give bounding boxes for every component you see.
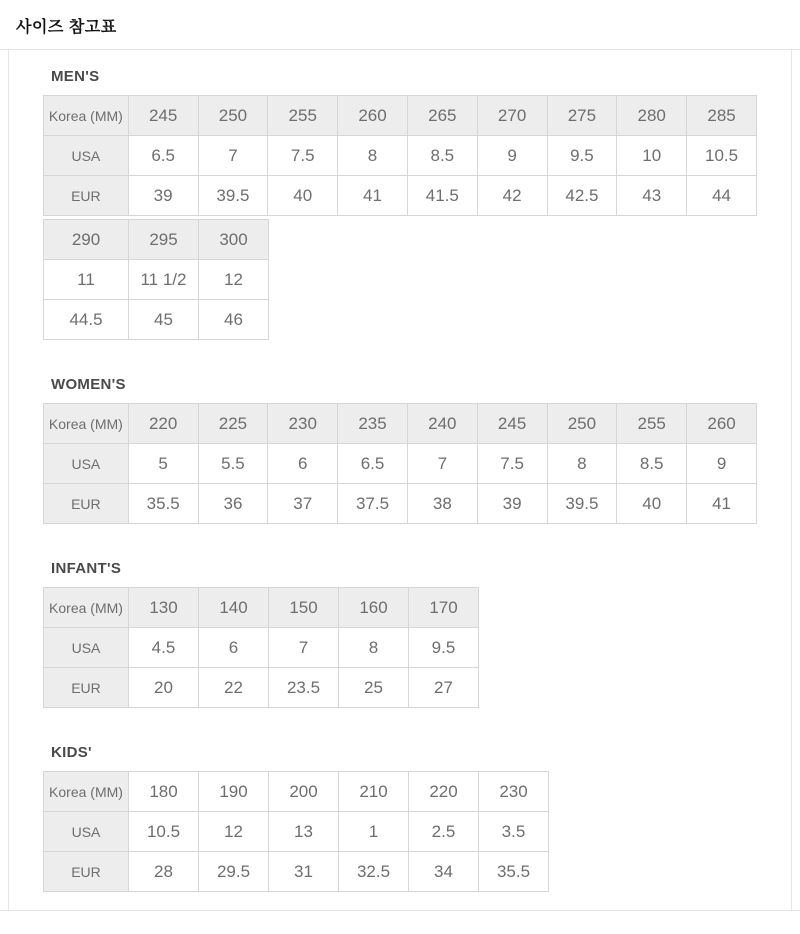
size-value-cell: 8.5	[407, 136, 477, 176]
size-column-header: 200	[269, 772, 339, 812]
eur-row-label: EUR	[44, 668, 129, 708]
size-value-cell: 36	[198, 484, 268, 524]
size-column-header: 230	[268, 404, 338, 444]
size-value-cell: 12	[199, 260, 269, 300]
size-value-cell: 20	[129, 668, 199, 708]
size-value-cell: 7.5	[268, 136, 338, 176]
size-column-header: 140	[199, 588, 269, 628]
size-column-header: 225	[198, 404, 268, 444]
size-column-header: 170	[409, 588, 479, 628]
size-column-header: 245	[128, 96, 198, 136]
korea-mm-label: Korea (MM)	[44, 96, 129, 136]
size-value-cell: 6	[268, 444, 338, 484]
size-value-cell: 34	[409, 852, 479, 892]
content-container	[8, 50, 792, 910]
kids-size-table-1	[43, 771, 549, 892]
size-column-header: 250	[547, 404, 617, 444]
size-value-cell: 9.5	[409, 628, 479, 668]
data-row	[44, 444, 757, 484]
size-value-cell: 39.5	[198, 176, 268, 216]
size-column-header: 255	[617, 404, 687, 444]
size-value-cell: 4.5	[129, 628, 199, 668]
size-value-cell: 35.5	[128, 484, 198, 524]
size-column-header: 210	[339, 772, 409, 812]
size-value-cell: 32.5	[339, 852, 409, 892]
size-value-cell: 5.5	[198, 444, 268, 484]
size-column-header: 190	[199, 772, 269, 812]
data-row	[44, 136, 757, 176]
size-value-cell: 38	[407, 484, 477, 524]
size-column-header: 150	[269, 588, 339, 628]
size-value-cell: 41	[338, 176, 408, 216]
size-value-cell: 25	[339, 668, 409, 708]
size-column-header: 285	[687, 96, 757, 136]
size-value-cell: 37	[268, 484, 338, 524]
size-column-header: 220	[128, 404, 198, 444]
size-value-cell: 40	[268, 176, 338, 216]
size-value-cell: 9.5	[547, 136, 617, 176]
size-value-cell: 3.5	[479, 812, 549, 852]
size-value-cell: 28	[129, 852, 199, 892]
size-value-cell: 9	[477, 136, 547, 176]
size-section-womens	[43, 376, 757, 524]
size-value-cell: 7	[198, 136, 268, 176]
size-value-cell: 39	[477, 484, 547, 524]
size-value-cell: 8	[547, 444, 617, 484]
eur-row-label: EUR	[44, 484, 129, 524]
size-column-header: 300	[199, 220, 269, 260]
size-value-cell: 8	[338, 136, 408, 176]
size-section-infants	[43, 560, 757, 708]
size-column-header: 270	[477, 96, 547, 136]
mens-size-table-2	[43, 219, 269, 340]
size-value-cell: 39.5	[547, 484, 617, 524]
size-column-header: 130	[129, 588, 199, 628]
size-value-cell: 41.5	[407, 176, 477, 216]
size-value-cell: 13	[269, 812, 339, 852]
size-value-cell: 7.5	[477, 444, 547, 484]
size-value-cell: 42.5	[547, 176, 617, 216]
data-row	[44, 176, 757, 216]
size-value-cell: 29.5	[199, 852, 269, 892]
size-value-cell: 11	[44, 260, 129, 300]
korea-mm-label: Korea (MM)	[44, 772, 129, 812]
size-value-cell: 6.5	[338, 444, 408, 484]
header-row	[44, 588, 479, 628]
header-row	[44, 96, 757, 136]
size-value-cell: 5	[128, 444, 198, 484]
size-column-header: 280	[617, 96, 687, 136]
size-value-cell: 45	[129, 300, 199, 340]
size-column-header: 250	[198, 96, 268, 136]
eur-row-label: EUR	[44, 852, 129, 892]
size-column-header: 230	[479, 772, 549, 812]
size-value-cell: 8	[339, 628, 409, 668]
size-column-header: 255	[268, 96, 338, 136]
size-value-cell: 6.5	[128, 136, 198, 176]
infants-size-table-1	[43, 587, 479, 708]
size-value-cell: 39	[128, 176, 198, 216]
section-title-infants: INFANT'S	[51, 560, 122, 577]
size-value-cell: 7	[269, 628, 339, 668]
size-value-cell: 23.5	[269, 668, 339, 708]
size-section-mens	[43, 68, 757, 340]
size-value-cell: 41	[687, 484, 757, 524]
size-value-cell: 37.5	[338, 484, 408, 524]
header-row	[44, 220, 269, 260]
data-row	[44, 628, 479, 668]
korea-mm-label: Korea (MM)	[44, 588, 129, 628]
size-column-header: 260	[338, 96, 408, 136]
size-column-header: 265	[407, 96, 477, 136]
usa-row-label: USA	[44, 812, 129, 852]
size-value-cell: 35.5	[479, 852, 549, 892]
size-column-header: 220	[409, 772, 479, 812]
size-value-cell: 8.5	[617, 444, 687, 484]
size-column-header: 275	[547, 96, 617, 136]
size-value-cell: 40	[617, 484, 687, 524]
size-value-cell: 2.5	[409, 812, 479, 852]
size-column-header: 290	[44, 220, 129, 260]
size-value-cell: 43	[617, 176, 687, 216]
page-title: 사이즈 참고표	[16, 19, 117, 36]
size-column-header: 160	[339, 588, 409, 628]
eur-row-label: EUR	[44, 176, 129, 216]
size-value-cell: 6	[199, 628, 269, 668]
data-row	[44, 484, 757, 524]
korea-mm-label: Korea (MM)	[44, 404, 129, 444]
mens-size-table-1	[43, 95, 757, 216]
size-value-cell: 42	[477, 176, 547, 216]
womens-size-table-1	[43, 403, 757, 524]
size-value-cell: 1	[339, 812, 409, 852]
size-value-cell: 7	[407, 444, 477, 484]
section-title-mens: MEN'S	[51, 68, 100, 85]
data-row	[44, 812, 549, 852]
size-value-cell: 12	[199, 812, 269, 852]
size-value-cell: 10	[617, 136, 687, 176]
size-column-header: 245	[477, 404, 547, 444]
usa-row-label: USA	[44, 136, 129, 176]
usa-row-label: USA	[44, 628, 129, 668]
size-value-cell: 10.5	[687, 136, 757, 176]
content-frame	[0, 49, 800, 911]
size-value-cell: 27	[409, 668, 479, 708]
data-row	[44, 668, 479, 708]
data-row	[44, 260, 269, 300]
size-value-cell: 44.5	[44, 300, 129, 340]
size-value-cell: 11 1/2	[129, 260, 199, 300]
size-column-header: 235	[338, 404, 408, 444]
size-value-cell: 31	[269, 852, 339, 892]
size-section-kids	[43, 744, 757, 892]
size-column-header: 240	[407, 404, 477, 444]
size-value-cell: 10.5	[129, 812, 199, 852]
size-column-header: 295	[129, 220, 199, 260]
size-column-header: 260	[687, 404, 757, 444]
size-value-cell: 44	[687, 176, 757, 216]
header-row	[44, 772, 549, 812]
section-title-kids: KIDS'	[51, 744, 92, 761]
size-column-header: 180	[129, 772, 199, 812]
header-row	[44, 404, 757, 444]
usa-row-label: USA	[44, 444, 129, 484]
data-row	[44, 852, 549, 892]
size-value-cell: 22	[199, 668, 269, 708]
data-row	[44, 300, 269, 340]
section-title-womens: WOMEN'S	[51, 376, 126, 393]
size-value-cell: 46	[199, 300, 269, 340]
size-value-cell: 9	[687, 444, 757, 484]
